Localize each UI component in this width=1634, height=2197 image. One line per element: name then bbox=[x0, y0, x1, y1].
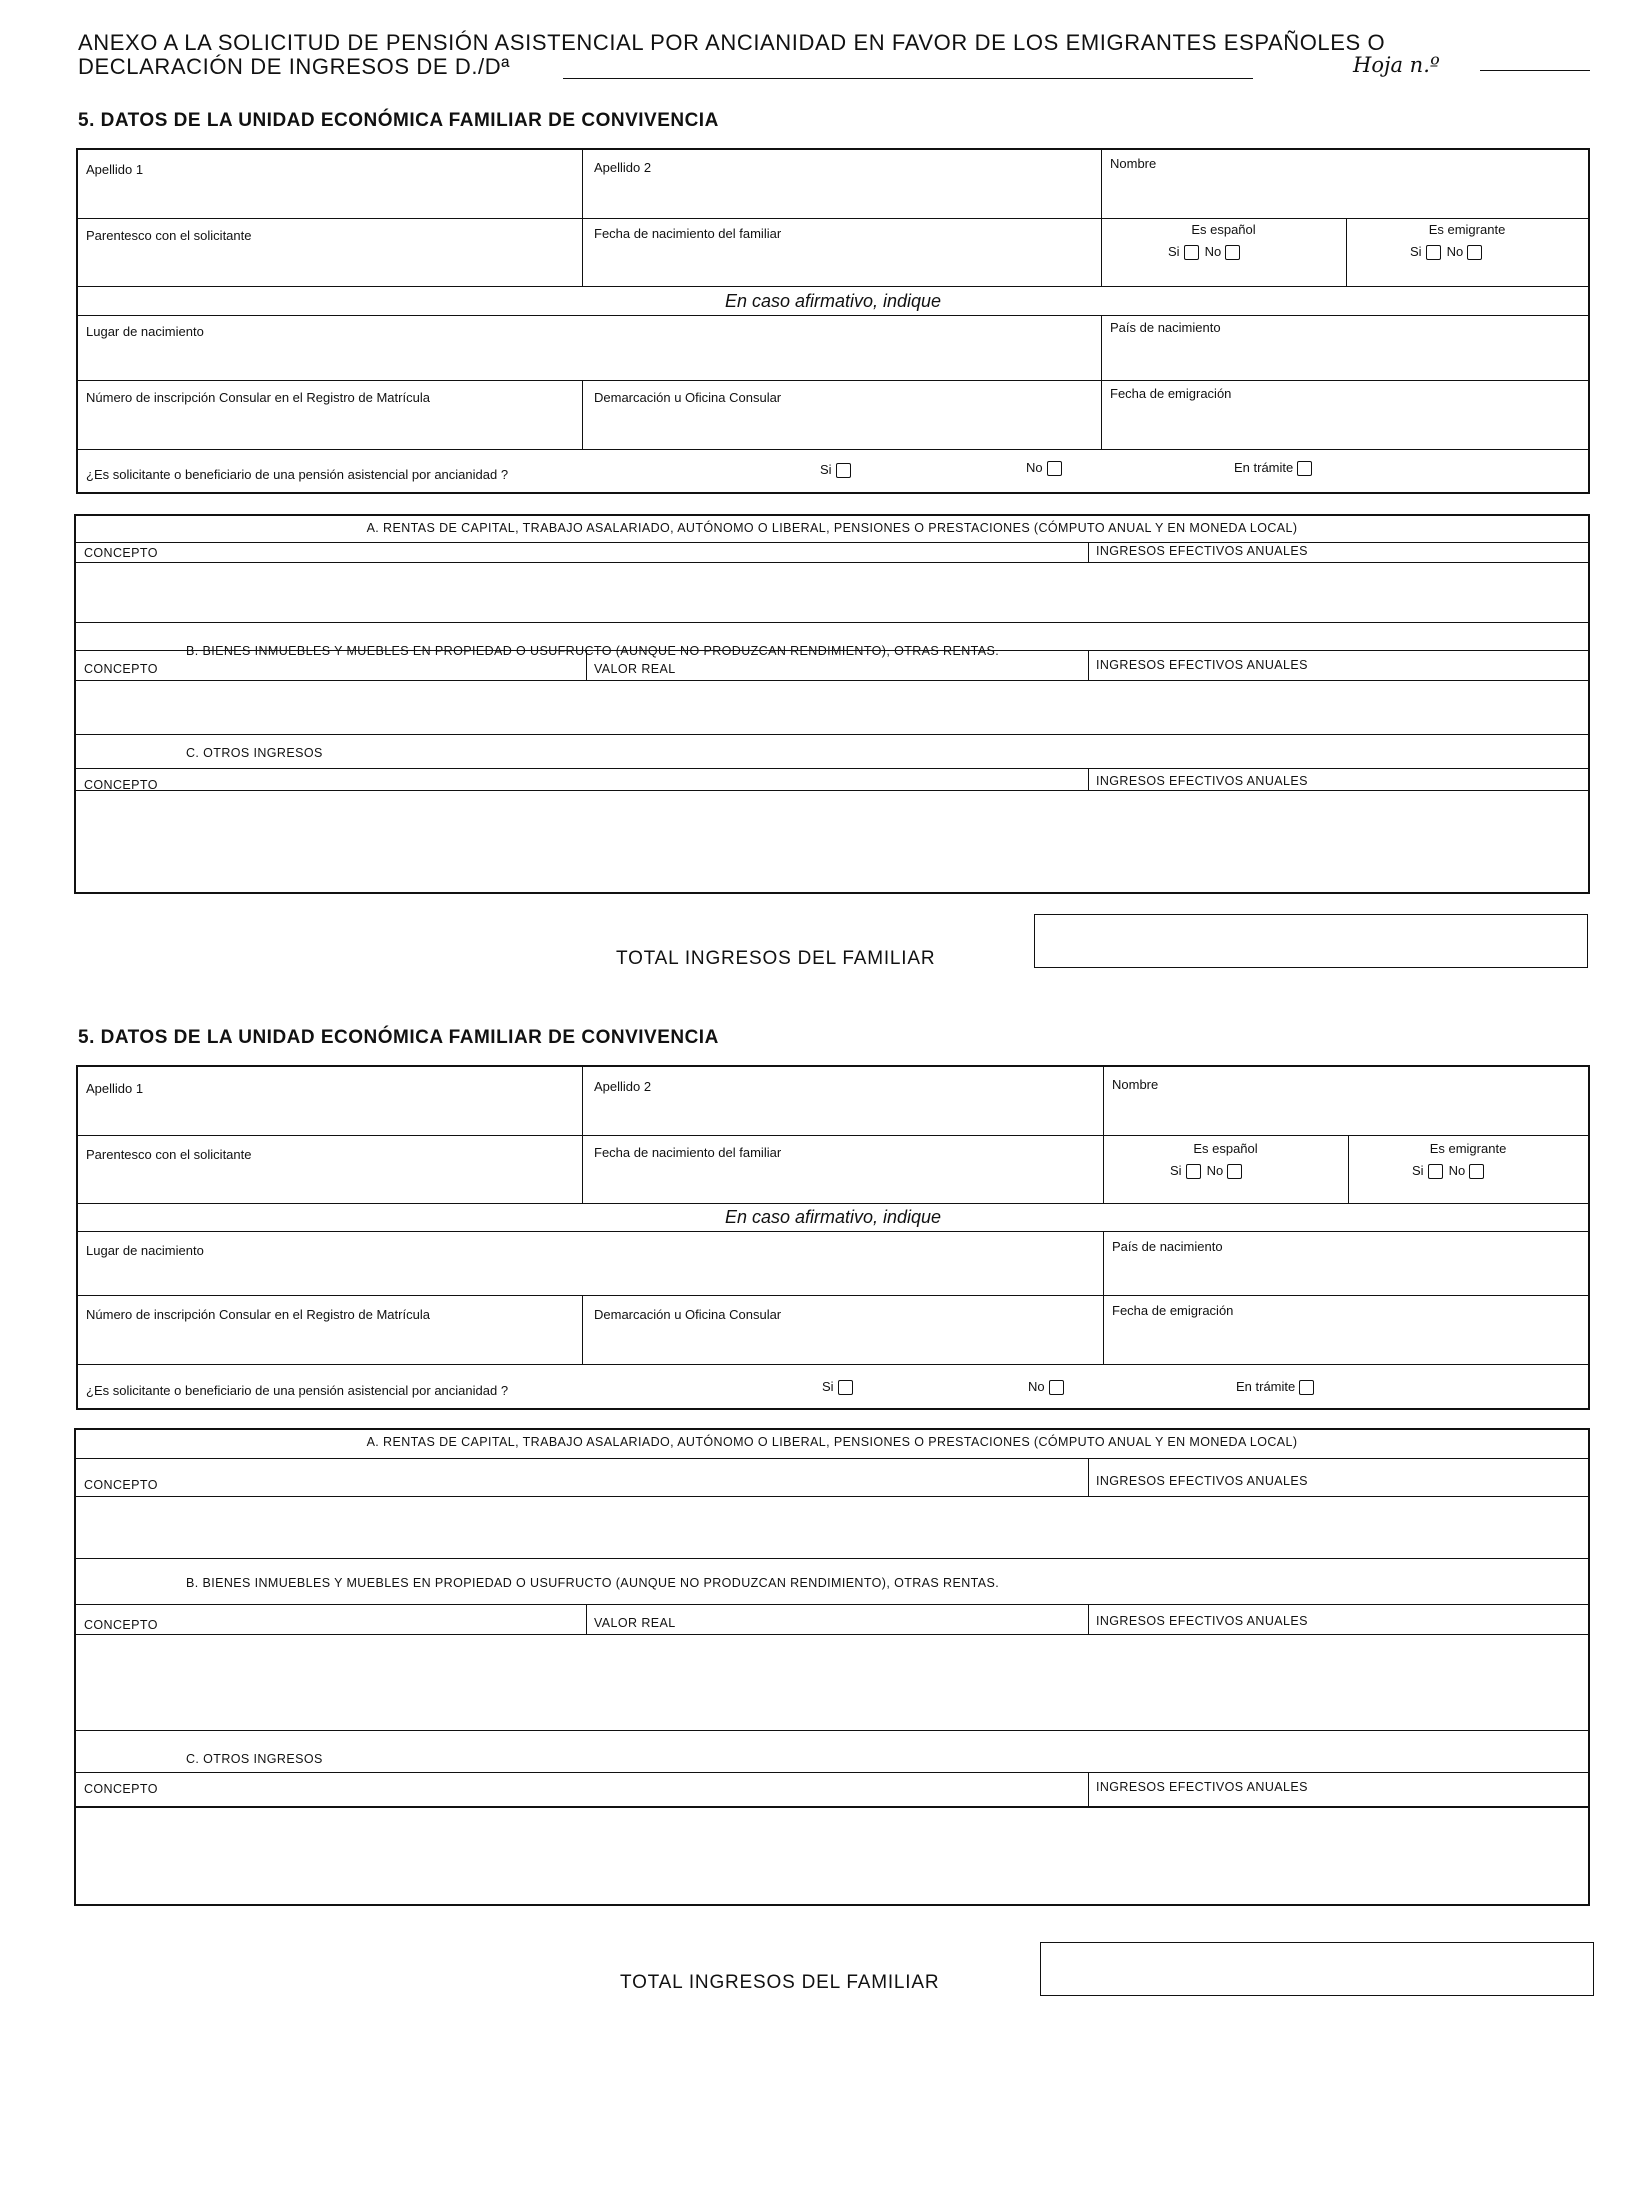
es-emigrante-no-checkbox[interactable] bbox=[1469, 1164, 1484, 1179]
ingresos-a-label: INGRESOS EFECTIVOS ANUALES bbox=[1096, 544, 1308, 558]
sheet-number-field[interactable] bbox=[1480, 70, 1590, 71]
pension-no-option: No bbox=[1028, 1379, 1070, 1395]
apellido1-label: Apellido 1 bbox=[86, 162, 144, 177]
form-title-line2: DECLARACIÓN DE INGRESOS DE D./Dª bbox=[78, 54, 510, 79]
pension-tramite-option: En trámite bbox=[1236, 1379, 1320, 1395]
es-emigrante-no-checkbox[interactable] bbox=[1467, 245, 1482, 260]
demarcacion-label: Demarcación u Oficina Consular bbox=[594, 390, 782, 405]
parentesco-label: Parentesco con el solicitante bbox=[86, 1147, 252, 1162]
es-espanol-no-checkbox[interactable] bbox=[1225, 245, 1240, 260]
es-emigrante-si-checkbox[interactable] bbox=[1426, 245, 1441, 260]
valor-real-label: VALOR REAL bbox=[594, 662, 676, 676]
nombre-label: Nombre bbox=[1112, 1077, 1159, 1092]
es-espanol-no-checkbox[interactable] bbox=[1227, 1164, 1242, 1179]
concepto-c-label: CONCEPTO bbox=[84, 1782, 158, 1796]
valor-real-label: VALOR REAL bbox=[594, 1616, 676, 1630]
concepto-a-label: CONCEPTO bbox=[84, 1478, 158, 1492]
section-title: 5. DATOS DE LA UNIDAD ECONÓMICA FAMILIAR DE CONVIVENCIA bbox=[78, 110, 719, 131]
pension-si-option: Si bbox=[820, 462, 857, 478]
total-ingresos-field[interactable] bbox=[1034, 914, 1588, 968]
en-caso-afirmativo-note: En caso afirmativo, indique bbox=[724, 1207, 942, 1227]
es-emigrante-label: Es emigrante bbox=[1428, 222, 1506, 237]
otros-ingresos-area bbox=[74, 1806, 1590, 1906]
es-espanol-si-checkbox[interactable] bbox=[1186, 1164, 1201, 1179]
declarant-name-field[interactable] bbox=[563, 78, 1253, 79]
es-espanol-label: Es español bbox=[1193, 1141, 1258, 1156]
lugar-nacimiento-label: Lugar de nacimiento bbox=[86, 1243, 204, 1258]
es-emigrante-si-checkbox[interactable] bbox=[1428, 1164, 1443, 1179]
ingresos-c-label: INGRESOS EFECTIVOS ANUALES bbox=[1096, 774, 1308, 788]
pension-question: ¿Es solicitante o beneficiario de una pensión asistencial por ancianidad ? bbox=[86, 1383, 509, 1398]
total-ingresos-field[interactable] bbox=[1040, 1942, 1594, 1996]
pais-nacimiento-label: País de nacimiento bbox=[1110, 320, 1221, 335]
rentas-a-header: A. RENTAS DE CAPITAL, TRABAJO ASALARIADO, AUTÓNOMO O LIBERAL, PENSIONES O PRESTACIONES (CÓMPUTO ANUAL Y EN MONEDA LOCAL) bbox=[366, 1435, 1298, 1449]
parentesco-label: Parentesco con el solicitante bbox=[86, 228, 252, 243]
es-emigrante-options: Si No bbox=[1410, 244, 1488, 260]
pension-tramite-option: En trámite bbox=[1234, 460, 1318, 476]
fecha-nacimiento-label: Fecha de nacimiento del familiar bbox=[594, 1145, 782, 1160]
pension-no-option: No bbox=[1026, 460, 1068, 476]
nombre-label: Nombre bbox=[1110, 156, 1157, 171]
pension-si-option: Si bbox=[822, 1379, 859, 1395]
ingresos-a-label: INGRESOS EFECTIVOS ANUALES bbox=[1096, 1474, 1308, 1488]
form-title-line1: ANEXO A LA SOLICITUD DE PENSIÓN ASISTENCIAL POR ANCIANIDAD EN FAVOR DE LOS EMIGRANTES ESPAÑOLES O bbox=[78, 30, 1386, 55]
sheet-number-label: Hoja n.º bbox=[1353, 53, 1440, 77]
section-title: 5. DATOS DE LA UNIDAD ECONÓMICA FAMILIAR DE CONVIVENCIA bbox=[78, 1027, 719, 1048]
bienes-b-header: B. BIENES INMUEBLES Y MUEBLES EN PROPIEDAD O USUFRUCTO (AUNQUE NO PRODUZCAN RENDIMIENTO), OTRAS RENTAS. bbox=[186, 1576, 1000, 1590]
otros-c-header: C. OTROS INGRESOS bbox=[186, 1752, 323, 1766]
pension-si-checkbox[interactable] bbox=[838, 1380, 853, 1395]
pension-no-checkbox[interactable] bbox=[1047, 461, 1062, 476]
ingresos-b-label: INGRESOS EFECTIVOS ANUALES bbox=[1096, 658, 1308, 672]
ingresos-b-label: INGRESOS EFECTIVOS ANUALES bbox=[1096, 1614, 1308, 1628]
pension-tramite-checkbox[interactable] bbox=[1299, 1380, 1314, 1395]
income-box bbox=[74, 514, 1590, 894]
es-emigrante-label: Es emigrante bbox=[1429, 1141, 1507, 1156]
es-espanol-options: Si No bbox=[1168, 244, 1246, 260]
es-espanol-options: Si No bbox=[1170, 1163, 1248, 1179]
apellido2-label: Apellido 2 bbox=[594, 1079, 652, 1094]
apellido1-label: Apellido 1 bbox=[86, 1081, 144, 1096]
total-ingresos-label: TOTAL INGRESOS DEL FAMILIAR bbox=[620, 1972, 940, 1993]
otros-c-header: C. OTROS INGRESOS bbox=[186, 746, 323, 760]
ingresos-c-label: INGRESOS EFECTIVOS ANUALES bbox=[1096, 1780, 1308, 1794]
en-caso-afirmativo-note: En caso afirmativo, indique bbox=[724, 291, 942, 311]
rentas-a-header: A. RENTAS DE CAPITAL, TRABAJO ASALARIADO, AUTÓNOMO O LIBERAL, PENSIONES O PRESTACIONES (CÓMPUTO ANUAL Y EN MONEDA LOCAL) bbox=[366, 521, 1298, 535]
lugar-nacimiento-label: Lugar de nacimiento bbox=[86, 324, 204, 339]
fecha-nacimiento-label: Fecha de nacimiento del familiar bbox=[594, 226, 782, 241]
fecha-emigracion-label: Fecha de emigración bbox=[1112, 1303, 1234, 1318]
personal-data-box bbox=[76, 1065, 1590, 1410]
bienes-b-header: B. BIENES INMUEBLES Y MUEBLES EN PROPIEDAD O USUFRUCTO (AUNQUE NO PRODUZCAN RENDIMIENTO), OTRAS RENTAS. bbox=[186, 644, 1000, 658]
es-espanol-si-checkbox[interactable] bbox=[1184, 245, 1199, 260]
income-box bbox=[74, 1428, 1590, 1808]
pension-tramite-checkbox[interactable] bbox=[1297, 461, 1312, 476]
pais-nacimiento-label: País de nacimiento bbox=[1112, 1239, 1223, 1254]
numero-inscripcion-label: Número de inscripción Consular en el Registro de Matrícula bbox=[86, 1307, 430, 1322]
pension-no-checkbox[interactable] bbox=[1049, 1380, 1064, 1395]
concepto-b-label: CONCEPTO bbox=[84, 1618, 158, 1632]
concepto-b-label: CONCEPTO bbox=[84, 662, 158, 676]
apellido2-label: Apellido 2 bbox=[594, 160, 652, 175]
es-emigrante-options: Si No bbox=[1412, 1163, 1490, 1179]
numero-inscripcion-label: Número de inscripción Consular en el Registro de Matrícula bbox=[86, 390, 430, 405]
demarcacion-label: Demarcación u Oficina Consular bbox=[594, 1307, 782, 1322]
es-espanol-label: Es español bbox=[1191, 222, 1256, 237]
concepto-c-label: CONCEPTO bbox=[84, 778, 158, 792]
total-ingresos-label: TOTAL INGRESOS DEL FAMILIAR bbox=[616, 948, 936, 969]
fecha-emigracion-label: Fecha de emigración bbox=[1110, 386, 1232, 401]
concepto-a-label: CONCEPTO bbox=[84, 546, 158, 560]
pension-question: ¿Es solicitante o beneficiario de una pensión asistencial por ancianidad ? bbox=[86, 467, 509, 482]
pension-si-checkbox[interactable] bbox=[836, 463, 851, 478]
personal-data-box bbox=[76, 148, 1590, 494]
